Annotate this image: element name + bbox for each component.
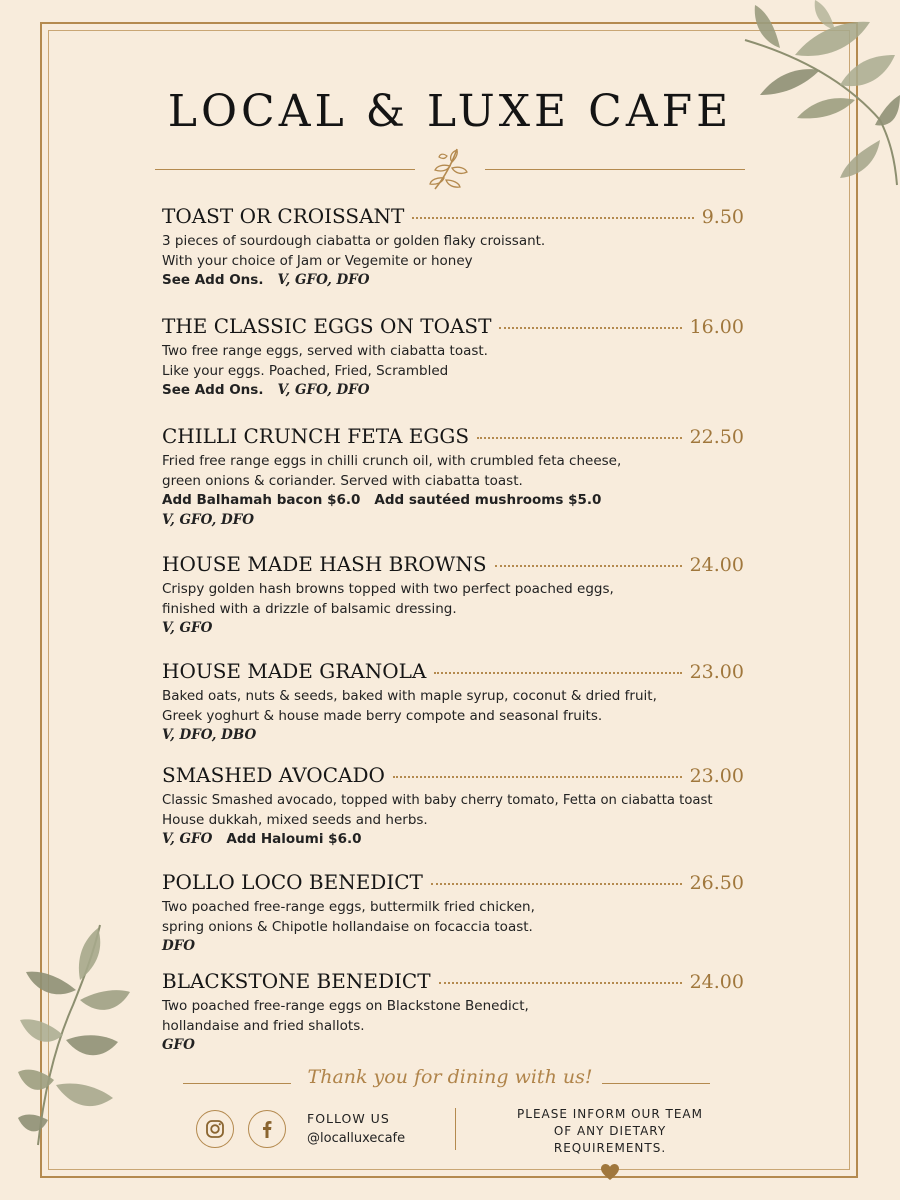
social-handle[interactable]: @localluxecafe [307, 1131, 406, 1146]
follow-us-label: FOLLOW US [307, 1111, 390, 1126]
dietary-notice-line: PLEASE INFORM OUR TEAM [517, 1107, 703, 1121]
item-addons-note: See Add Ons. [162, 272, 264, 288]
heart-icon [600, 1163, 620, 1181]
item-description: green onions & coriander. Served with ciabatta toast. [162, 472, 523, 489]
item-description: Two poached free-range eggs on Blackstone Benedict, [162, 998, 529, 1014]
leaf-decoration-bottom-left [18, 920, 133, 1150]
item-price: 23.00 [689, 661, 744, 683]
item-name: TOAST OR CROISSANT [162, 204, 405, 228]
item-addon: Add Balhamah bacon $6.0 [162, 492, 361, 508]
item-description: spring onions & Chipotle hollandaise on focaccia toast. [162, 918, 533, 935]
item-description: 3 pieces of sourdough ciabatta or golden flaky croissant. [162, 233, 546, 249]
dietary-notice-line: REQUIREMENTS. [553, 1141, 667, 1155]
menu-item [162, 870, 744, 957]
item-description: House dukkah, mixed seeds and herbs. [162, 811, 428, 828]
menu-item [162, 552, 744, 639]
item-addon: Add sautéed mushrooms $5.0 [374, 492, 602, 508]
item-description: Like your eggs. Poached, Fried, Scrambled [162, 362, 449, 379]
sprig-icon [425, 144, 475, 194]
item-price: 22.50 [689, 426, 744, 448]
item-description: finished with a drizzle of balsamic dressing. [162, 600, 457, 617]
item-description: Fried free range eggs in chilli crunch oil, with crumbled feta cheese, [162, 453, 622, 469]
item-name: CHILLI CRUNCH FETA EGGS [162, 424, 470, 448]
item-dietary: V, GFO [162, 620, 213, 636]
item-name: POLLO LOCO BENEDICT [162, 870, 423, 894]
menu-item [162, 659, 744, 746]
dot-leader [477, 437, 682, 439]
item-description: Crispy golden hash browns topped with two perfect poached eggs, [162, 581, 614, 597]
item-dietary: V, GFO, DFO [277, 272, 370, 288]
item-name: SMASHED AVOCADO [162, 763, 385, 787]
item-name: HOUSE MADE HASH BROWNS [162, 552, 487, 576]
item-description: Baked oats, nuts & seeds, baked with maple syrup, coconut & dried fruit, [162, 688, 657, 704]
item-dietary: V, GFO, DFO [277, 382, 370, 398]
item-description: hollandaise and fried shallots. [162, 1017, 365, 1034]
facebook-icon [257, 1119, 277, 1139]
menu-item [162, 204, 744, 291]
item-name: BLACKSTONE BENEDICT [162, 969, 431, 993]
item-price: 26.50 [689, 872, 744, 894]
item-description: Two free range eggs, served with ciabatta toast. [162, 343, 488, 359]
item-price: 24.00 [689, 554, 744, 576]
dot-leader [431, 883, 682, 885]
item-name: THE CLASSIC EGGS ON TOAST [162, 314, 492, 338]
menu-item [162, 763, 744, 850]
item-dietary: DFO [162, 938, 196, 954]
item-description: Classic Smashed avocado, topped with baby cherry tomato, Fetta on ciabatta toast [162, 793, 713, 808]
title-divider-left [155, 169, 415, 170]
dot-leader [412, 217, 693, 219]
item-dietary: V, GFO [162, 831, 213, 847]
item-price: 24.00 [689, 971, 744, 993]
item-price: 23.00 [689, 765, 744, 787]
menu-item [162, 969, 744, 1056]
menu-item [162, 314, 744, 401]
dot-leader [434, 672, 681, 674]
dot-leader [499, 327, 681, 329]
item-description: Two poached free-range eggs, buttermilk fried chicken, [162, 899, 535, 915]
dietary-notice-line: OF ANY DIETARY [553, 1124, 667, 1138]
item-dietary: GFO [162, 1037, 195, 1053]
facebook-button[interactable] [248, 1110, 286, 1148]
menu-item [162, 424, 744, 530]
footer-separator [455, 1108, 456, 1150]
dot-leader [439, 982, 682, 984]
item-addons-note: See Add Ons. [162, 382, 264, 398]
item-addon: Add Haloumi $6.0 [226, 831, 362, 847]
item-price: 9.50 [701, 206, 744, 228]
title-divider-right [485, 169, 745, 170]
dot-leader [393, 776, 682, 778]
item-dietary: V, GFO, DFO [162, 511, 255, 528]
item-name: HOUSE MADE GRANOLA [162, 659, 427, 683]
instagram-button[interactable] [196, 1110, 234, 1148]
item-dietary: V, DFO, DBO [162, 727, 257, 743]
thank-you-message: Thank you for dining with us! [307, 1066, 593, 1088]
item-description: With your choice of Jam or Vegemite or honey [162, 252, 473, 269]
instagram-icon [205, 1119, 225, 1139]
dot-leader [495, 565, 682, 567]
dietary-notice [505, 1106, 715, 1157]
item-description: Greek yoghurt & house made berry compote and seasonal fruits. [162, 707, 603, 724]
page-title: LOCAL & LUXE CAFE [167, 86, 733, 137]
item-price: 16.00 [689, 316, 744, 338]
